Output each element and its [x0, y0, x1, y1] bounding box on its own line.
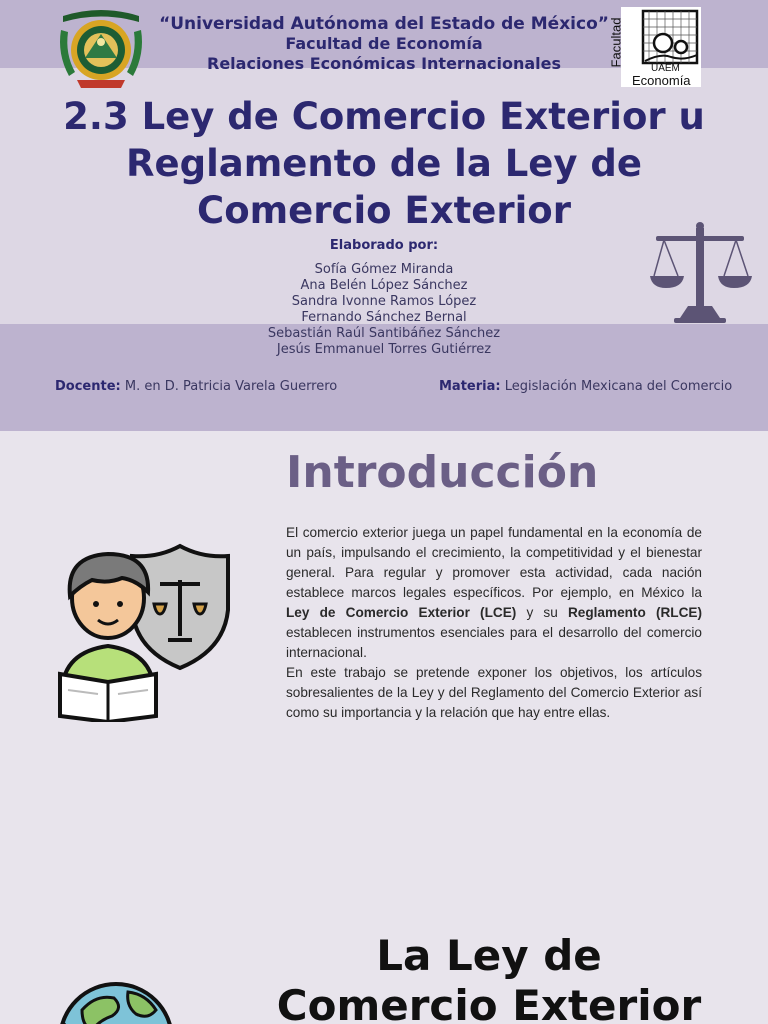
intro-text-run: establecen instrumentos esenciales para el desarrollo del comercio internacional. — [286, 625, 702, 660]
intro-paragraph-2: En este trabajo se pretende exponer los objetivos, los artículos sobresalientes de la Ley y del Reglamento del Comercio Exterior así como su importancia y la relación que hay entre ellas. — [286, 665, 702, 720]
author-name: Fernando Sánchez Bernal — [301, 310, 467, 325]
subject-name: Legislación Mexicana del Comercio — [504, 379, 733, 394]
title-line-1: 2.3 Ley de Comercio Exterior u — [63, 95, 705, 138]
scales-of-justice-icon — [648, 218, 752, 326]
institution-header — [140, 14, 628, 74]
author-name: Sebastián Raúl Santibáñez Sánchez — [267, 326, 501, 341]
authors-label: Elaborado por: — [329, 238, 439, 253]
intro-body — [286, 523, 702, 723]
author-name: Sandra Ivonne Ramos López — [291, 294, 477, 309]
page-title — [20, 93, 748, 234]
author-name: Ana Belén López Sánchez — [300, 278, 468, 293]
intro-text-run: y su — [516, 605, 568, 620]
authors-list — [234, 262, 534, 358]
teacher-label: Docente: — [55, 379, 121, 394]
student-reading-law-icon — [52, 540, 236, 722]
globe-icon — [52, 980, 174, 1024]
teacher-name: M. en D. Patricia Varela Guerrero — [124, 379, 338, 394]
teacher-line — [55, 379, 337, 394]
subject-label: Materia: — [439, 379, 501, 394]
faculty-logo-uaem: UAEM — [651, 63, 680, 74]
section-heading-line-1: La Ley de — [376, 931, 602, 980]
faculty-economics-logo — [608, 7, 701, 88]
section-heading-line-2: Comercio Exterior — [276, 981, 702, 1024]
author-name: Jesús Emmanuel Torres Gutiérrez — [276, 342, 492, 357]
intro-paragraph-1 — [286, 523, 702, 663]
author-name: Sofía Gómez Miranda — [314, 262, 454, 277]
faculty-logo-vertical-text: Facultad — [608, 17, 624, 68]
intro-bold-lce: Ley de Comercio Exterior (LCE) — [286, 605, 517, 620]
intro-bold-rlce: Reglamento (RLCE) — [567, 605, 702, 620]
intro-text-run: El comercio exterior juega un papel fundamental en la economía de un país, impulsando el crecimiento, la competitividad y el bienestar general. Para regular y promover esta actividad, cada nación establece marcos legales específicos. Por ejemplo, en México la — [286, 525, 702, 600]
title-line-3: Comercio Exterior — [197, 189, 571, 232]
title-line-2: Reglamento de la Ley de — [126, 142, 642, 185]
program-name: Relaciones Económicas Internacionales — [207, 54, 561, 73]
subject-line — [439, 379, 732, 394]
university-seal-logo — [55, 6, 147, 90]
university-name: “Universidad Autónoma del Estado de México” — [159, 14, 609, 34]
faculty-logo-economia: Economía — [632, 73, 691, 88]
section-heading — [240, 931, 738, 1024]
faculty-name: Facultad de Economía — [285, 34, 483, 53]
intro-heading: Introducción — [286, 447, 599, 498]
